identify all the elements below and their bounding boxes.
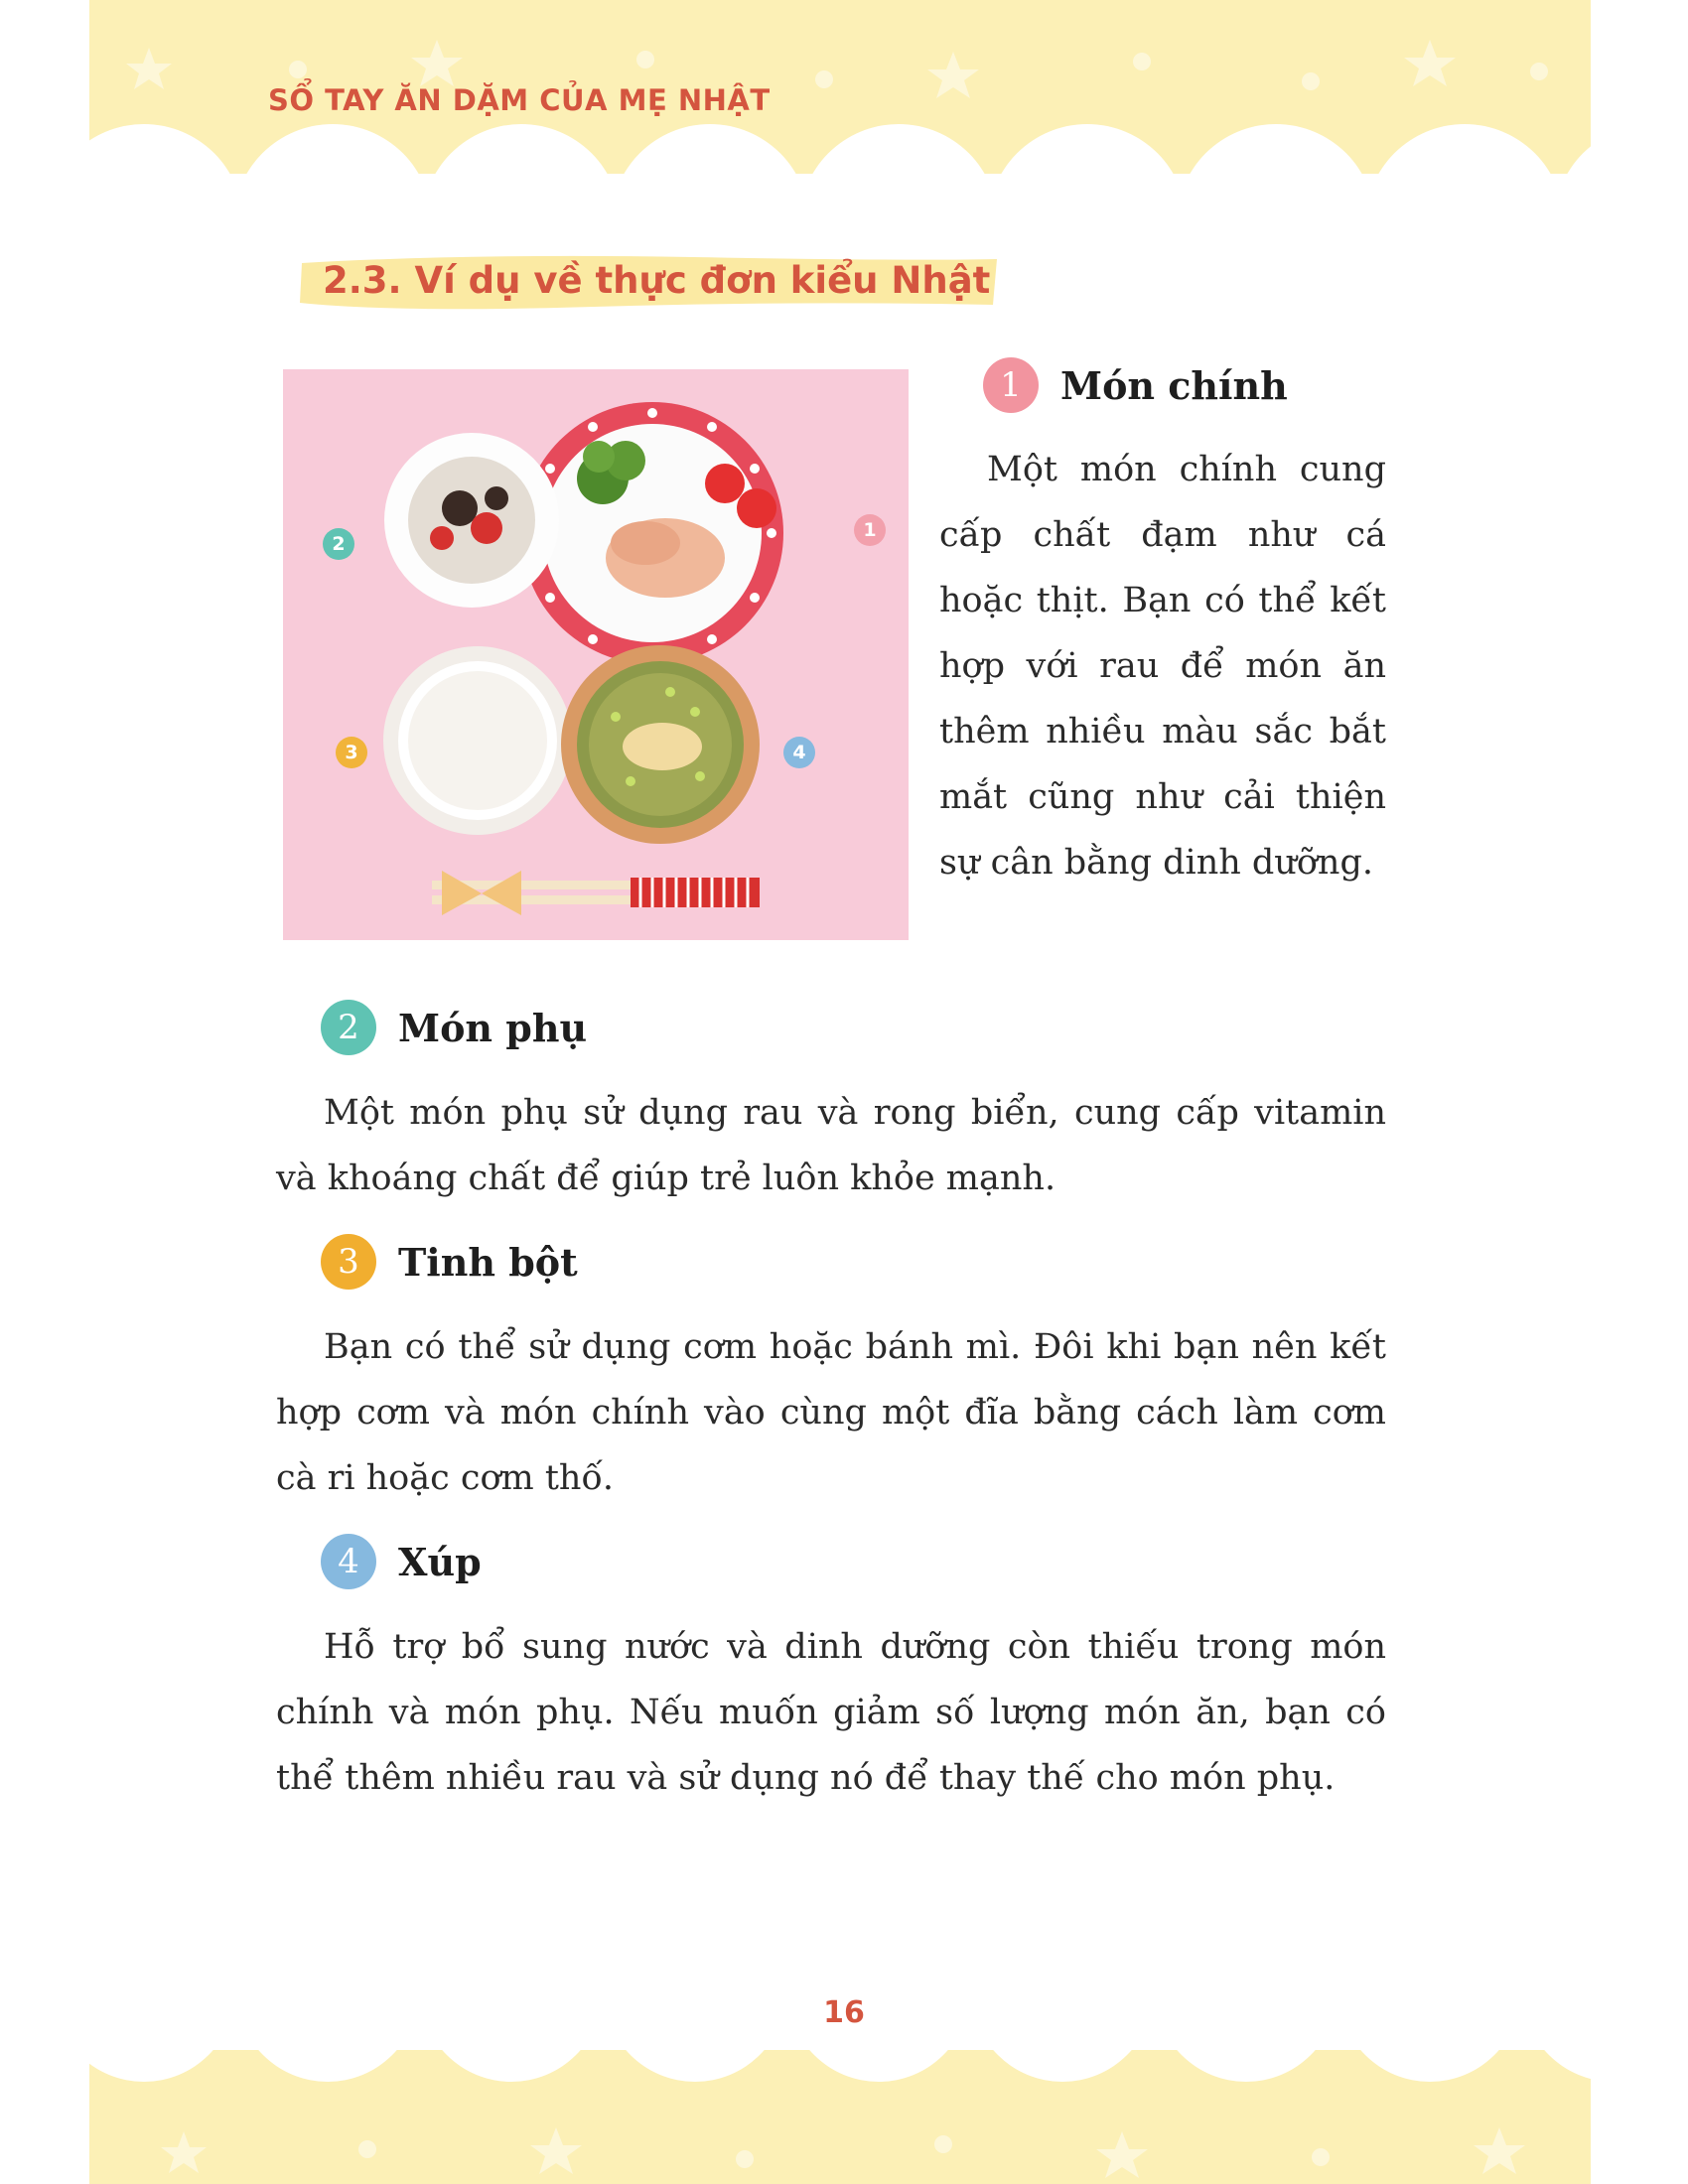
item-3-number-badge: 3 (321, 1234, 376, 1290)
item-1-number-badge: 1 (983, 357, 1039, 413)
section-heading-block (296, 251, 1003, 311)
footer-band (89, 2050, 1591, 2184)
footer-scallop-decoration (89, 2050, 1591, 2184)
item-2-title: Món phụ (398, 1005, 588, 1050)
photo-marker-4: 4 (783, 737, 815, 768)
page-number: 16 (823, 1995, 865, 2030)
photo-marker-3: 3 (336, 737, 367, 768)
item-1-text: Một món chính cung cấp chất đạm như cá hoặc thịt. Bạn có thể kết hợp với rau để món ăn thêm nhiều màu sắc bắt mắt cũng như cải thiện sự cân bằng dinh dưỡng. (939, 450, 1386, 883)
star-pattern-decoration (161, 2127, 1525, 2178)
item-4-title: Xúp (398, 1539, 482, 1584)
item-2-text: Một món phụ sử dụng rau và rong biển, cung cấp vitamin và khoáng chất để giúp trẻ luôn khỏe mạnh. (276, 1093, 1386, 1198)
item-3-heading (321, 1232, 578, 1292)
item-4-text: Hỗ trợ bổ sung nước và dinh dưỡng còn thiếu trong món chính và món phụ. Nếu muốn giảm số lượng món ăn, bạn có thể thêm nhiều rau và sử dụng nó để thay thế cho món phụ. (276, 1627, 1386, 1798)
section-heading: 2.3. Ví dụ về thực đơn kiểu Nhật (323, 259, 991, 302)
photo-marker-1: 1 (854, 514, 886, 546)
item-3-title: Tinh bột (398, 1239, 578, 1285)
photo-marker-2: 2 (323, 528, 354, 560)
meal-photo (283, 369, 909, 940)
item-3-text: Bạn có thể sử dụng cơm hoặc bánh mì. Đôi khi bạn nên kết hợp cơm và món chính vào cùng một đĩa bằng cách làm cơm cà ri hoặc cơm thố. (276, 1327, 1386, 1498)
item-1-title: Món chính (1060, 362, 1288, 408)
item-4-number-badge: 4 (321, 1534, 376, 1589)
item-2-heading (321, 998, 587, 1057)
running-header-title: SỔ TAY ĂN DẶM CỦA MẸ NHẬT (268, 83, 771, 117)
item-4-heading (321, 1532, 482, 1591)
item-2-number-badge: 2 (321, 1000, 376, 1055)
item-1-heading (983, 355, 1288, 415)
